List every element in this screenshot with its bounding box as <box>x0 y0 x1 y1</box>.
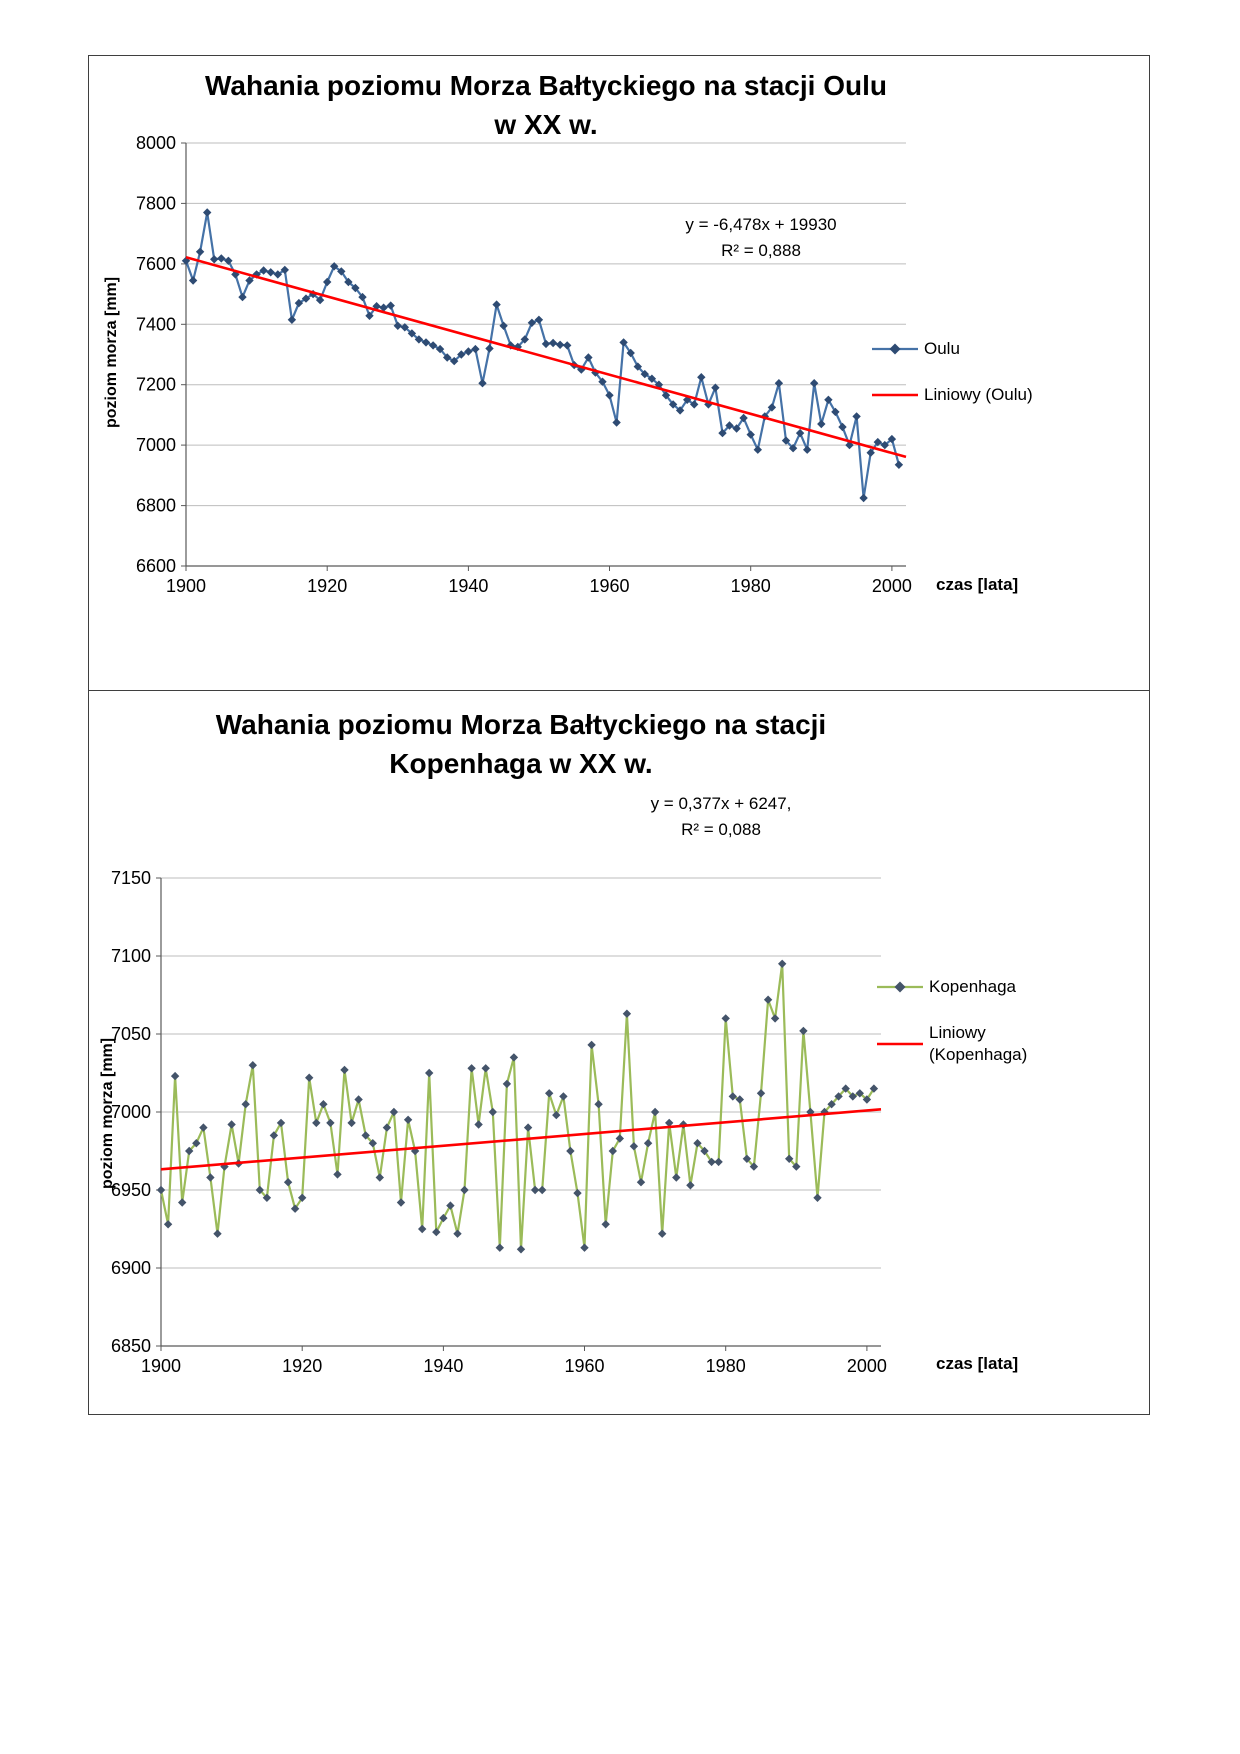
svg-text:6850: 6850 <box>110 1336 151 1356</box>
series-line <box>161 964 874 1250</box>
svg-text:7050: 7050 <box>110 1024 151 1044</box>
svg-text:7200: 7200 <box>135 374 176 395</box>
oulu-trend-swatch-icon <box>872 389 918 401</box>
gridlines <box>186 143 906 566</box>
kopenhaga-legend-trend-label: Liniowy (Kopenhaga) <box>929 1023 1028 1065</box>
oulu-x-axis-title: czas [lata] <box>936 575 1019 594</box>
svg-text:1940: 1940 <box>423 1356 464 1376</box>
axis-ticks <box>111 868 887 1376</box>
axis-lines <box>186 143 906 566</box>
trend-line <box>186 257 906 457</box>
kopenhaga-x-axis-title: czas [lata] <box>936 1354 1019 1373</box>
svg-text:7000: 7000 <box>135 435 176 456</box>
svg-text:7800: 7800 <box>135 193 176 214</box>
svg-text:7150: 7150 <box>110 868 151 888</box>
kopenhaga-chart-title-line1: Wahania poziomu Morza Bałtyckiego na stacji <box>215 709 827 740</box>
svg-text:2000: 2000 <box>871 576 912 596</box>
svg-text:1980: 1980 <box>705 1356 746 1376</box>
kopenhaga-trend-swatch-icon <box>877 1038 923 1050</box>
kopenhaga-chart-title-line2: Kopenhaga w XX w. <box>389 748 653 780</box>
svg-text:1980: 1980 <box>730 576 771 596</box>
oulu-legend <box>872 339 1033 405</box>
svg-text:1900: 1900 <box>165 576 207 596</box>
kopenhaga-chart-title <box>161 705 881 783</box>
oulu-legend-item-trend <box>872 385 1033 405</box>
oulu-trend-equation-line1: y = -6,478x + 19930 <box>685 215 837 234</box>
svg-text:1900: 1900 <box>140 1356 182 1376</box>
svg-text:1940: 1940 <box>448 576 489 596</box>
svg-text:2000: 2000 <box>846 1356 887 1376</box>
oulu-trend-equation-line2: R² = 0,888 <box>721 240 801 260</box>
svg-text:6800: 6800 <box>135 495 176 516</box>
kopenhaga-trend-equation <box>601 791 841 842</box>
trend-line <box>161 1109 881 1169</box>
kopenhaga-chart-frame <box>88 690 1150 1415</box>
svg-text:6900: 6900 <box>110 1258 151 1278</box>
svg-text:7400: 7400 <box>135 314 176 335</box>
svg-text:1960: 1960 <box>589 576 630 596</box>
svg-text:6950: 6950 <box>110 1180 151 1200</box>
oulu-y-axis-title: poziom morza [mm] <box>103 276 120 428</box>
oulu-chart-title <box>186 66 906 144</box>
svg-text:6600: 6600 <box>135 556 176 576</box>
svg-text:8000: 8000 <box>135 133 176 153</box>
oulu-chart-frame <box>88 55 1150 695</box>
oulu-legend-item-series <box>872 339 1033 359</box>
oulu-legend-trend-label: Liniowy (Oulu) <box>924 385 1033 404</box>
oulu-legend-series-label: Oulu <box>924 339 960 358</box>
kopenhaga-series-swatch-icon <box>877 981 923 993</box>
svg-text:7000: 7000 <box>110 1102 151 1122</box>
kopenhaga-legend-item-series <box>877 976 1037 998</box>
kopenhaga-trend-equation-line2: R² = 0,088 <box>681 819 761 839</box>
kopenhaga-legend-series-label: Kopenhaga <box>929 977 1016 996</box>
oulu-series-swatch-icon <box>872 343 918 355</box>
oulu-chart-title-line1: Wahania poziomu Morza Bałtyckiego na stacji Oulu <box>205 70 887 101</box>
svg-text:1920: 1920 <box>282 1356 323 1376</box>
axis-ticks <box>136 133 912 596</box>
kopenhaga-legend <box>877 976 1037 1066</box>
svg-text:7600: 7600 <box>135 253 176 274</box>
gridlines <box>161 878 881 1346</box>
oulu-chart-title-line2: w XX w. <box>494 109 598 141</box>
svg-text:1960: 1960 <box>564 1356 605 1376</box>
kopenhaga-trend-equation-line1: y = 0,377x + 6247, <box>650 794 792 813</box>
kopenhaga-y-axis-title: poziom morza [mm] <box>99 1037 116 1189</box>
svg-text:7100: 7100 <box>110 946 151 966</box>
svg-text:1920: 1920 <box>307 576 348 596</box>
kopenhaga-legend-item-trend <box>877 1022 1037 1066</box>
oulu-trend-equation <box>641 212 881 263</box>
